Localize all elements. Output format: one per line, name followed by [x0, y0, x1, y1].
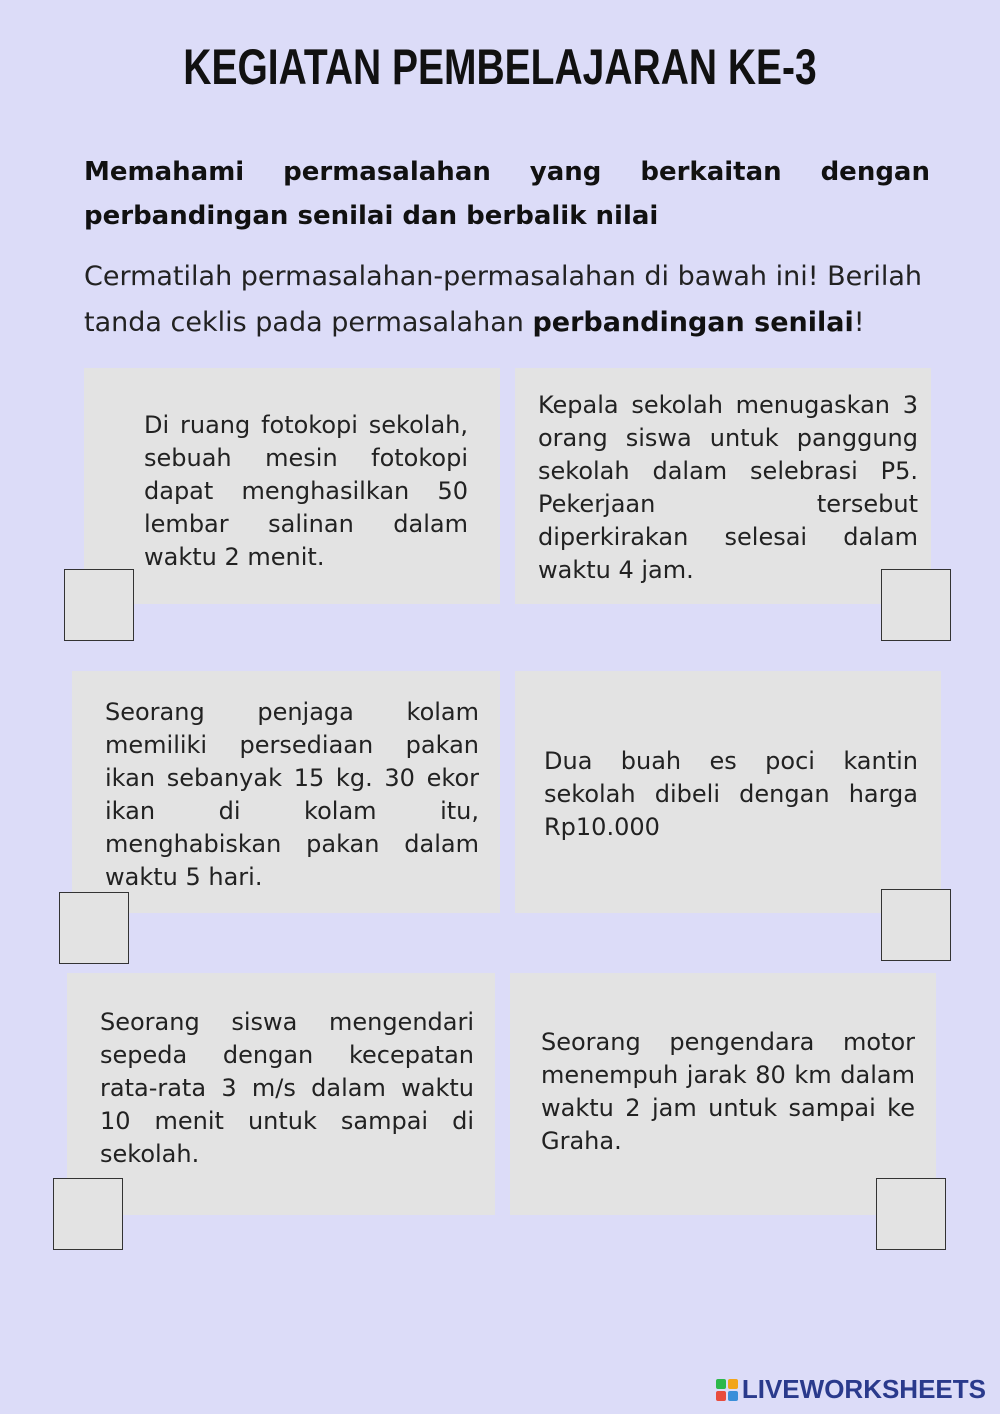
- lesson-subtitle: Memahami permasalahan yang berkaitan dengan perbandingan senilai dan berbalik nilai: [84, 157, 930, 231]
- brand-name: LIVEWORKSHEETS: [741, 1374, 986, 1404]
- problem-card-4-text: Dua buah es poci kantin sekolah dibeli dengan harga Rp10.000: [544, 747, 918, 841]
- logo-icon: [716, 1379, 738, 1401]
- logo-square-2: [728, 1379, 738, 1389]
- checkbox-card-2[interactable]: [881, 569, 951, 641]
- instruction-bold: perbandingan senilai: [532, 307, 854, 338]
- problem-card-6-text: Seorang pengendara motor menempuh jarak 80 km dalam waktu 2 jam untuk sampai ke Graha.: [541, 1028, 915, 1155]
- problem-card-2-text: Kepala sekolah menugaskan 3 orang siswa untuk panggung sekolah dalam selebrasi P5. Pekerjaan tersebut diperkirakan selesai dalam waktu 4 jam.: [538, 391, 918, 584]
- liveworksheets-logo: [716, 1374, 986, 1405]
- problem-card-5-text: Seorang siswa mengendari sepeda dengan kecepatan rata-rata 3 m/s dalam waktu 10 menit untuk sampai di sekolah.: [100, 1008, 474, 1168]
- checkbox-card-1[interactable]: [64, 569, 134, 641]
- logo-square-4: [728, 1391, 738, 1401]
- instruction-part2: !: [853, 307, 865, 338]
- checkbox-card-3[interactable]: [59, 892, 129, 964]
- checkbox-card-4[interactable]: [881, 889, 951, 961]
- checkbox-card-6[interactable]: [876, 1178, 946, 1250]
- problem-card-1-text: Di ruang fotokopi sekolah, sebuah mesin fotokopi dapat menghasilkan 50 lembar salinan dalam waktu 2 menit.: [144, 411, 468, 571]
- instruction-part1: Cermatilah permasalahan-permasalahan di bawah ini! Berilah tanda ceklis pada permasalahan: [84, 261, 923, 338]
- page-title: KEGIATAN PEMBELAJARAN KE-3: [183, 39, 817, 95]
- checkbox-card-5[interactable]: [53, 1178, 123, 1250]
- problem-card-3-text: Seorang penjaga kolam memiliki persediaan pakan ikan sebanyak 15 kg. 30 ekor ikan di kolam itu, menghabiskan pakan dalam waktu 5 hari.: [105, 698, 479, 891]
- logo-square-3: [716, 1391, 726, 1401]
- instruction-text: [84, 254, 944, 346]
- logo-square-1: [716, 1379, 726, 1389]
